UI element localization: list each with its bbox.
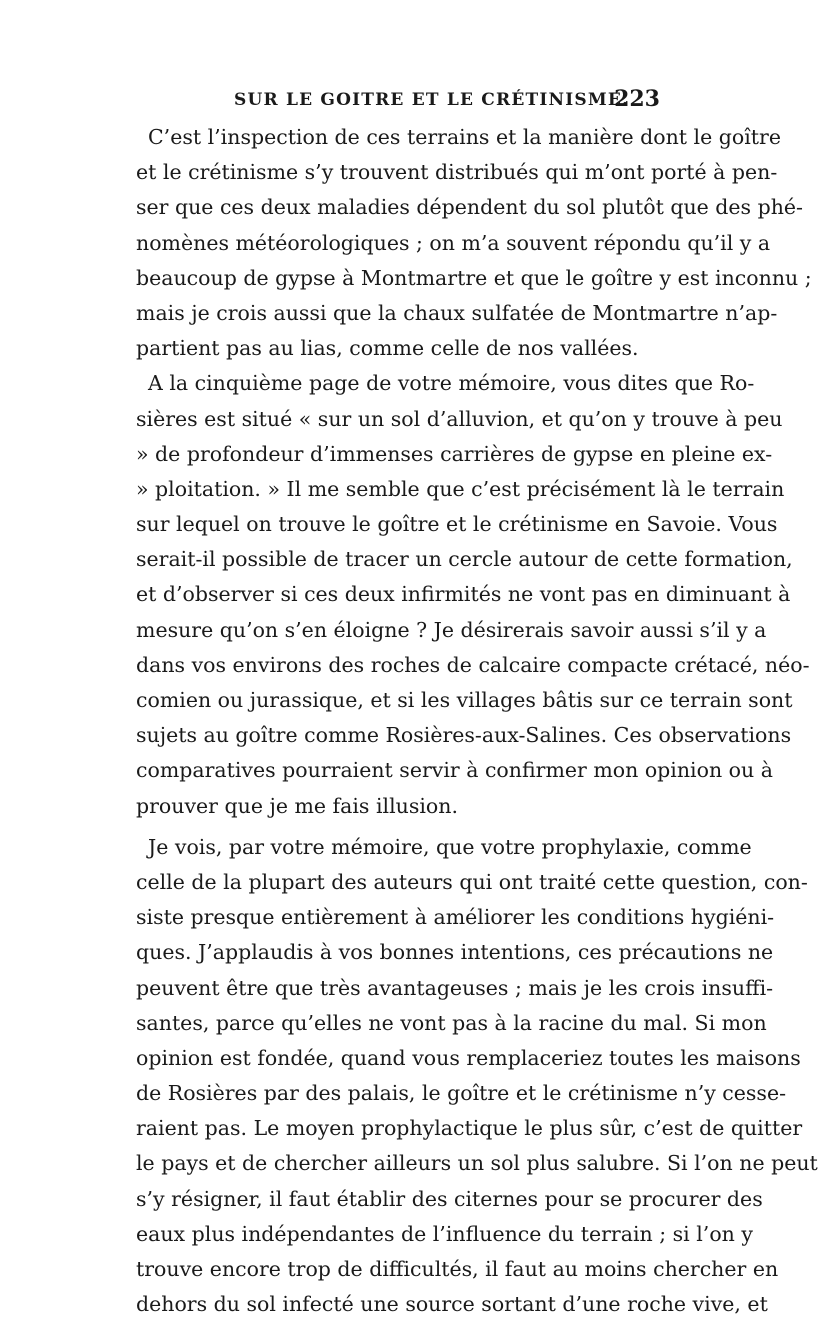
- text-line: siste presque entièrement à améliorer les conditions hygiéni-: [136, 905, 775, 930]
- text-line: dehors du sol infecté une source sortant d’une roche vive, et: [136, 1292, 768, 1317]
- text-line: santes, parce qu’elles ne vont pas à la racine du mal. Si mon: [136, 1010, 767, 1035]
- text-line: trouve encore trop de difficultés, il faut au moins chercher en: [136, 1257, 779, 1281]
- text-line: nomènes météorologiques ; on m’a souvent répondu qu’il y a: [136, 230, 771, 255]
- text-line: comien ou jurassique, et si les villages bâtis sur ce terrain sont: [136, 688, 793, 712]
- page-number: 223: [614, 86, 660, 112]
- text-line: partient pas au lias, comme celle de nos vallées.: [136, 336, 639, 361]
- text-line: A la cinquième page de votre mémoire, vous dites que Ro-: [148, 371, 755, 396]
- text-line: raient pas. Le moyen prophylactique le plus sûr, c’est de quitter: [136, 1116, 803, 1141]
- text-line: » de profondeur d’immenses carrières de gypse en pleine ex-: [136, 441, 773, 466]
- text-line: eaux plus indépendantes de l’influence du terrain ; si l’on y: [136, 1221, 753, 1246]
- text-line: celle de la plupart des auteurs qui ont traité cette question, con-: [136, 869, 808, 894]
- text-line: opinion est fondée, quand vous remplaceriez toutes les maisons: [136, 1045, 801, 1070]
- text-line: ques. J’applaudis à vos bonnes intentions, ces précautions ne: [136, 940, 774, 965]
- text-line: » ploitation. » Il me semble que c’est précisément là le terrain: [136, 476, 785, 501]
- text-line: et d’observer si ces deux infirmités ne vont pas en diminuant à: [136, 582, 791, 607]
- text-line: sur lequel on trouve le goître et le crétinisme en Savoie. Vous: [136, 512, 778, 537]
- text-line: peuvent être que très avantageuses ; mais je les crois insuffi-: [136, 975, 774, 1000]
- text-line: C’est l’inspection de ces terrains et la manière dont le goître: [148, 125, 781, 149]
- running-header: [138, 86, 660, 116]
- text-line: mais je crois aussi que la chaux sulfatée de Montmartre n’ap-: [136, 300, 778, 325]
- text-line: prouver que je me fais illusion.: [136, 793, 458, 818]
- body-text: [136, 120, 818, 1322]
- running-title: SUR LE GOITRE ET LE CRÉTINISME.: [234, 90, 630, 110]
- text-line: beaucoup de gypse à Montmartre et que le goître y est inconnu ;: [136, 265, 812, 290]
- text-line: ser que ces deux maladies dépendent du sol plutôt que des phé-: [136, 195, 803, 220]
- text-line: sières est situé « sur un sol d’alluvion, et qu’on y trouve à peu: [136, 406, 783, 431]
- text-line: sujets au goître comme Rosières-aux-Salines. Ces observations: [136, 723, 792, 748]
- text-line: de Rosières par des palais, le goître et le crétinisme n’y cesse-: [136, 1081, 787, 1106]
- text-line: comparatives pourraient servir à confirmer mon opinion ou à: [136, 758, 773, 783]
- text-line: serait-il possible de tracer un cercle autour de cette formation,: [136, 547, 793, 572]
- text-line: mesure qu’on s’en éloigne ? Je désirerais savoir aussi s’il y a: [136, 617, 767, 642]
- text-line: le pays et de chercher ailleurs un sol plus salubre. Si l’on ne peut: [136, 1151, 818, 1176]
- text-line: Je vois, par votre mémoire, que votre prophylaxie, comme: [148, 834, 752, 859]
- text-line: et le crétinisme s’y trouvent distribués qui m’ont porté à pen-: [136, 160, 778, 185]
- text-line: dans vos environs des roches de calcaire compacte crétacé, néo-: [136, 652, 810, 677]
- text-line: s’y résigner, il faut établir des citernes pour se procurer des: [136, 1186, 763, 1211]
